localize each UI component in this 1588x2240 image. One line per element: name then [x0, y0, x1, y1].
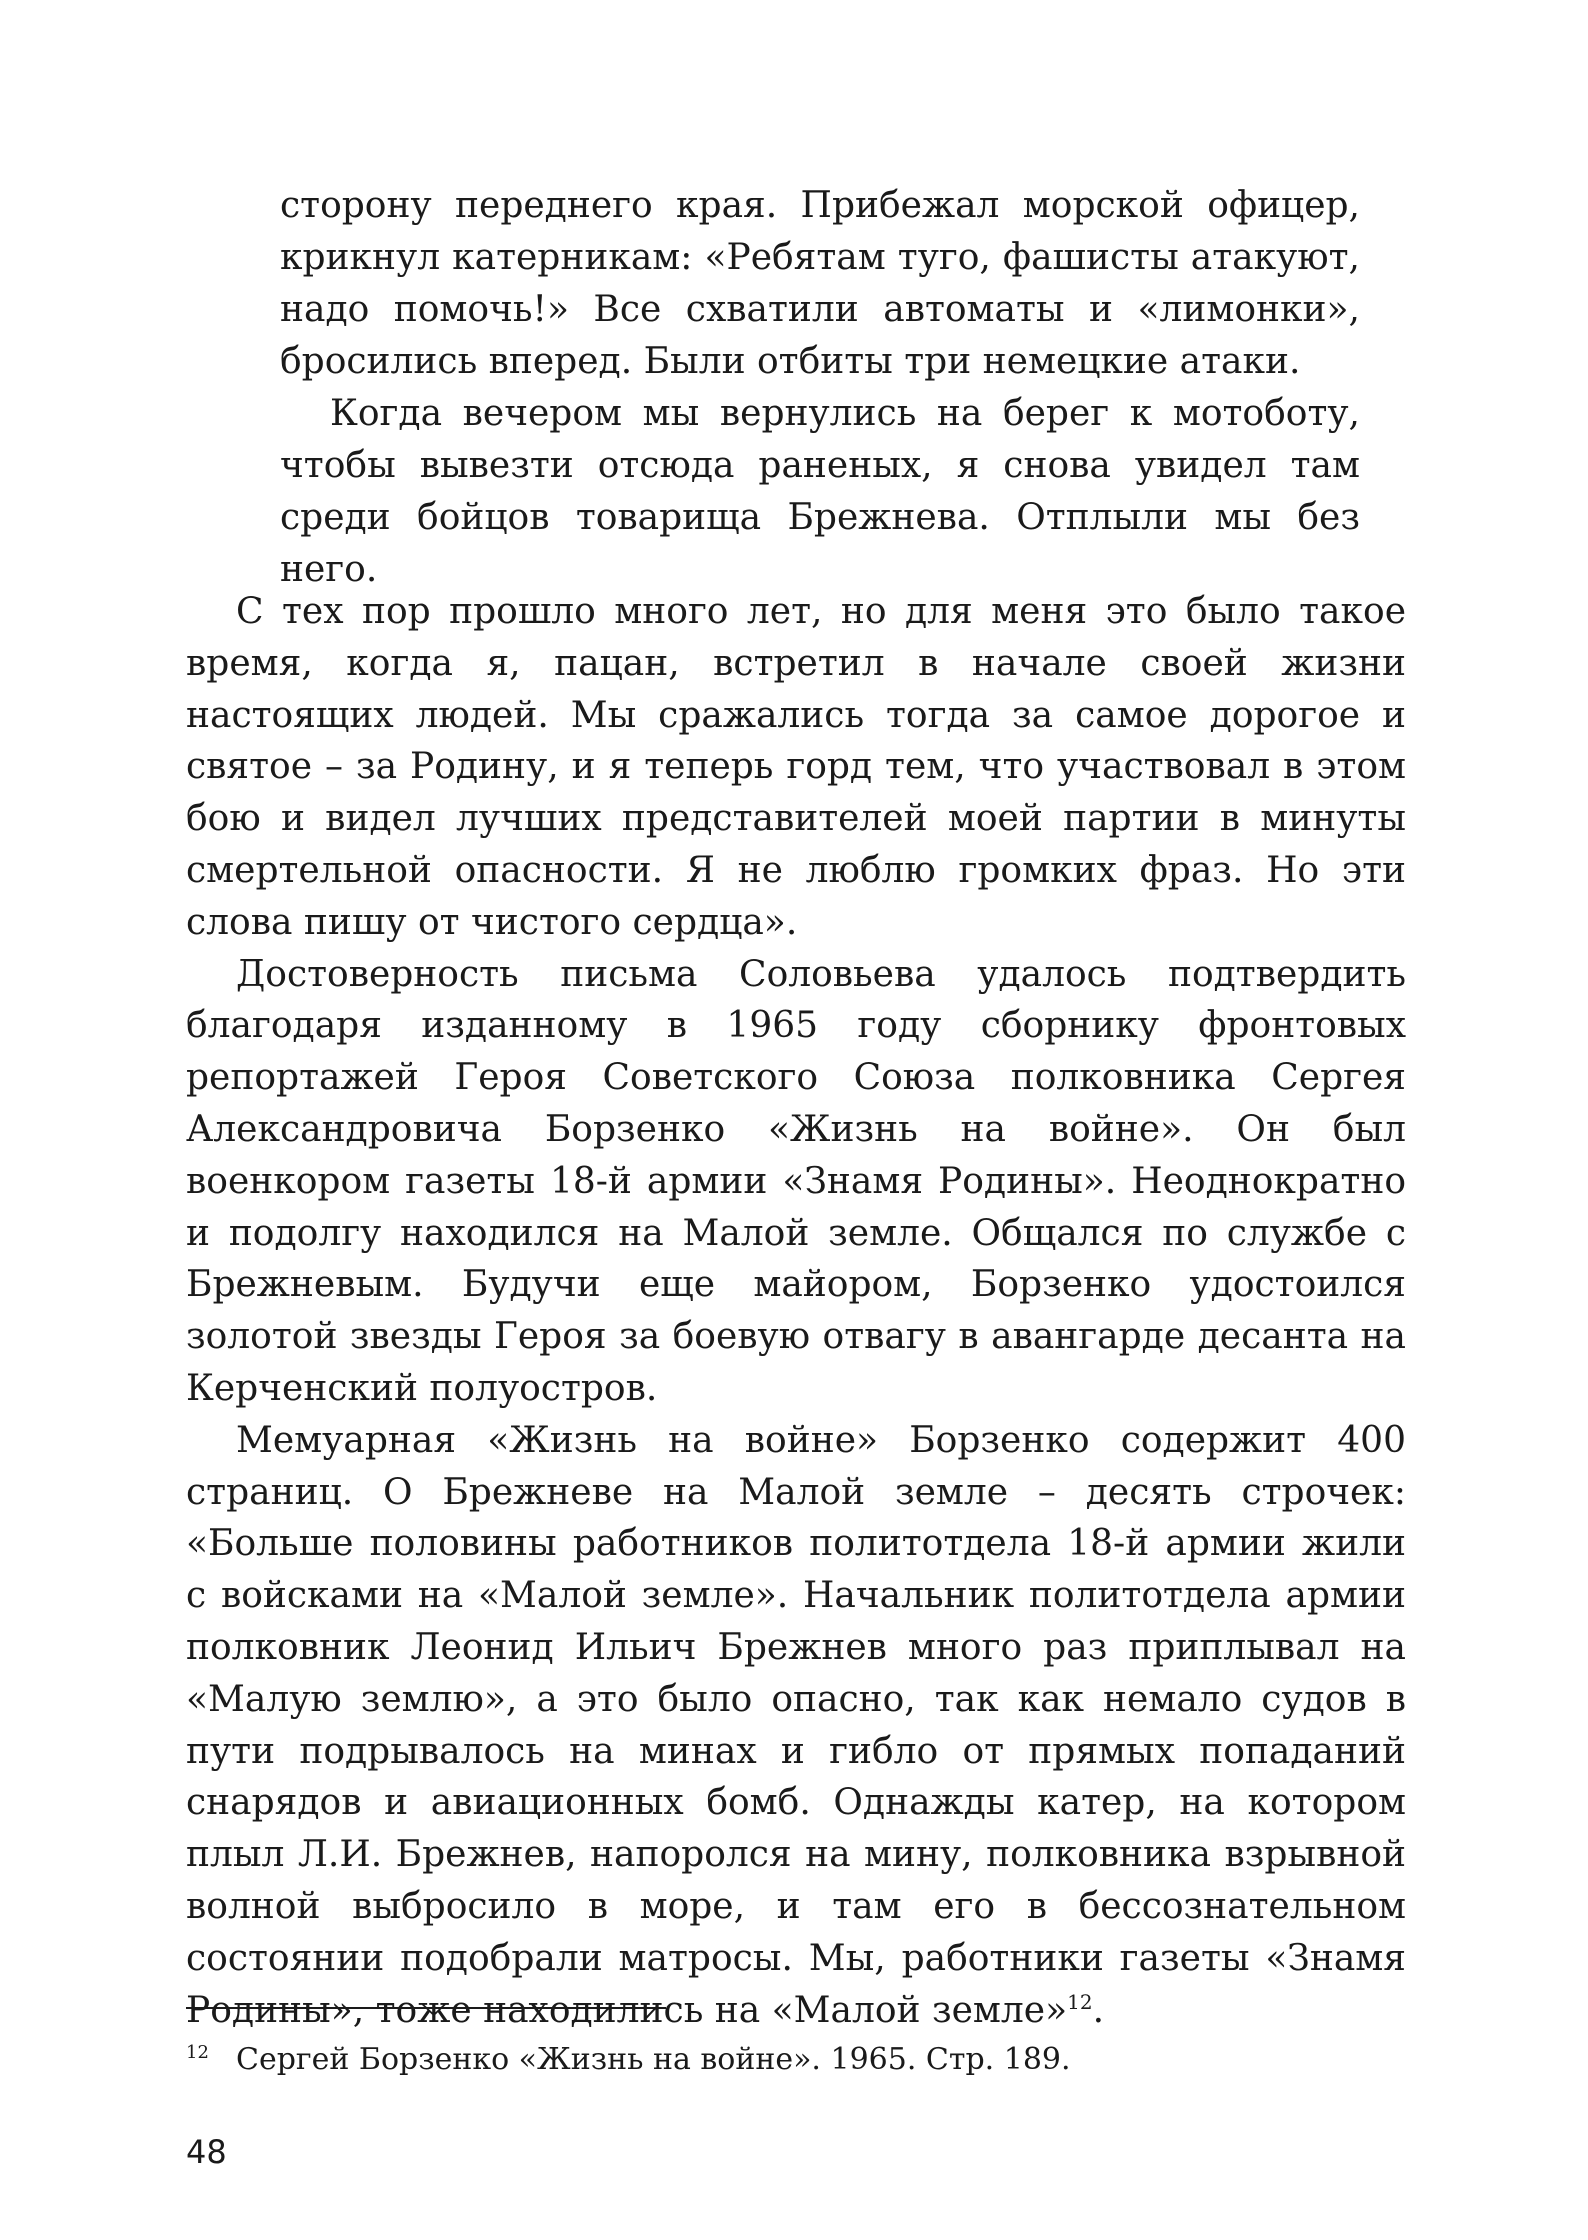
main-text [186, 586, 1406, 2036]
body-paragraph-end: . [1092, 1989, 1105, 2031]
body-paragraph-text: Мемуарная «Жизнь на войне» Борзенко содержит 400 страниц. О Брежневе на Малой земле – десять строчек: «Больше половины работников политотдела 18-й армии жили с войсками на «Малой земле». Начальник политотдела армии полковник Леонид Ильич Брежнев много раз приплывал на «Малую землю», а это было опасно, так как немало судов в пути подрывалось на минах и гибло от прямых попаданий снарядов и авиационных бомб. Однажды катер, на котором плыл Л.И. Брежнев, напоролся на мину, полковника взрывной волной выбросило в море, и там его в бессознательном состоянии подобрали матросы. Мы, работники газеты «Знамя Родины», тоже находились на «Малой земле» [186, 1419, 1406, 2031]
footnote: 12 Сергей Борзенко «Жизнь на войне». 1965. Стр. 189. [186, 2042, 1071, 2077]
quote-paragraph: Когда вечером мы вернулись на берег к мотоботу, чтобы вывезти отсюда раненых, я снова увидел там среди бойцов товарища Брежнева. Отплыли мы без него. [280, 393, 1360, 590]
footnote-divider [186, 2007, 666, 2009]
body-paragraph: Достоверность письма Соловьева удалось подтвердить благодаря изданному в 1965 году сборнику фронтовых репортажей Героя Советского Союза полковника Сергея Александровича Борзенко «Жизнь на войне». Он был военкором газеты 18-й армии «Знамя Родины». Неоднократно и подолгу находился на Малой земле. Общался по службе с Брежневым. Будучи еще майором, Борзенко удостоился золотой звезды Героя за боевую отвагу в авангарде десанта на Керченский полуостров. [186, 953, 1406, 1409]
block-quote [280, 180, 1360, 596]
quote-paragraph: сторону переднего края. Прибежал морской офицер, крикнул катерникам: «Ребятам туго, фашисты атакуют, надо помочь!» Все схватили автоматы и «лимонки», бросились вперед. Были отбиты три немецкие атаки. [280, 185, 1360, 382]
body-paragraph [186, 1415, 1406, 2037]
footnote-text: Сергей Борзенко «Жизнь на войне». 1965. Стр. 189. [236, 2042, 1071, 2077]
body-paragraph: С тех пор прошло много лет, но для меня это было такое время, когда я, пацан, встретил в начале своей жизни настоящих людей. Мы сражались тогда за самое дорогое и святое – за Родину, и я теперь горд тем, что участвовал в этом бою и видел лучших представителей моей партии в минуты смертельной опасности. Я не люблю громких фраз. Но эти слова пишу от чистого сердца». [186, 591, 1406, 943]
page-number: 48 [186, 2133, 227, 2171]
footnote-reference: 12 [1067, 1989, 1093, 2014]
